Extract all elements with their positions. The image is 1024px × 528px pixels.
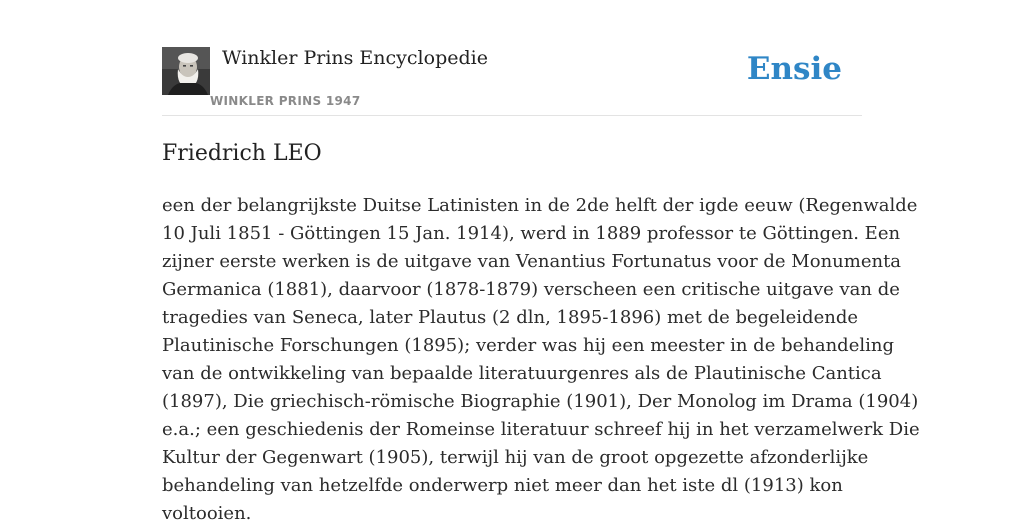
article-title: Friedrich LEO bbox=[162, 141, 322, 166]
article-body-line: tragedies van Seneca, later Plautus (2 dln, 1895-1896) met de begeleidende bbox=[162, 307, 858, 328]
article-body-line: voltooien. bbox=[162, 503, 252, 524]
article-body-line: Kultur der Gegenwart (1905), terwijl hij van de groot opgezette afzonderlijke bbox=[162, 447, 869, 468]
article-body-line: van de ontwikkeling van bepaalde literatuurgenres als de Plautinische Cantica bbox=[162, 363, 882, 384]
article-body-line: Germanica (1881), daarvoor (1878-1879) verscheen een critische uitgave van de bbox=[162, 279, 900, 300]
article-body-line: (1897), Die griechisch-römische Biographie (1901), Der Monolog im Drama (1904) bbox=[162, 391, 919, 412]
header bbox=[162, 0, 862, 116]
article-body-line: e.a.; een geschiedenis der Romeinse literatuur schreef hij in het verzamelwerk Die bbox=[162, 419, 920, 440]
ensie-logo-link[interactable]: Ensie bbox=[746, 51, 842, 87]
article-body-line: Plautinische Forschungen (1895); verder was hij een meester in de behandeling bbox=[162, 335, 894, 356]
article-body-line: behandeling van hetzelfde onderwerp niet meer dan het iste dl (1913) kon bbox=[162, 475, 843, 496]
article-body-line: 10 Juli 1851 - Göttingen 15 Jan. 1914), werd in 1889 professor te Göttingen. Een bbox=[162, 223, 901, 244]
article-body bbox=[162, 192, 920, 528]
article-body-line: zijner eerste werken is de uitgave van Venantius Fortunatus voor de Monumenta bbox=[162, 251, 902, 272]
portrait-avatar-icon[interactable] bbox=[162, 47, 210, 95]
edition-subtitle[interactable]: WINKLER PRINS 1947 bbox=[210, 94, 361, 108]
article-body-line: een der belangrijkste Duitse Latinisten in de 2de helft der igde eeuw (Regenwalde bbox=[162, 195, 918, 216]
site-title[interactable]: Winkler Prins Encyclopedie bbox=[222, 47, 488, 69]
